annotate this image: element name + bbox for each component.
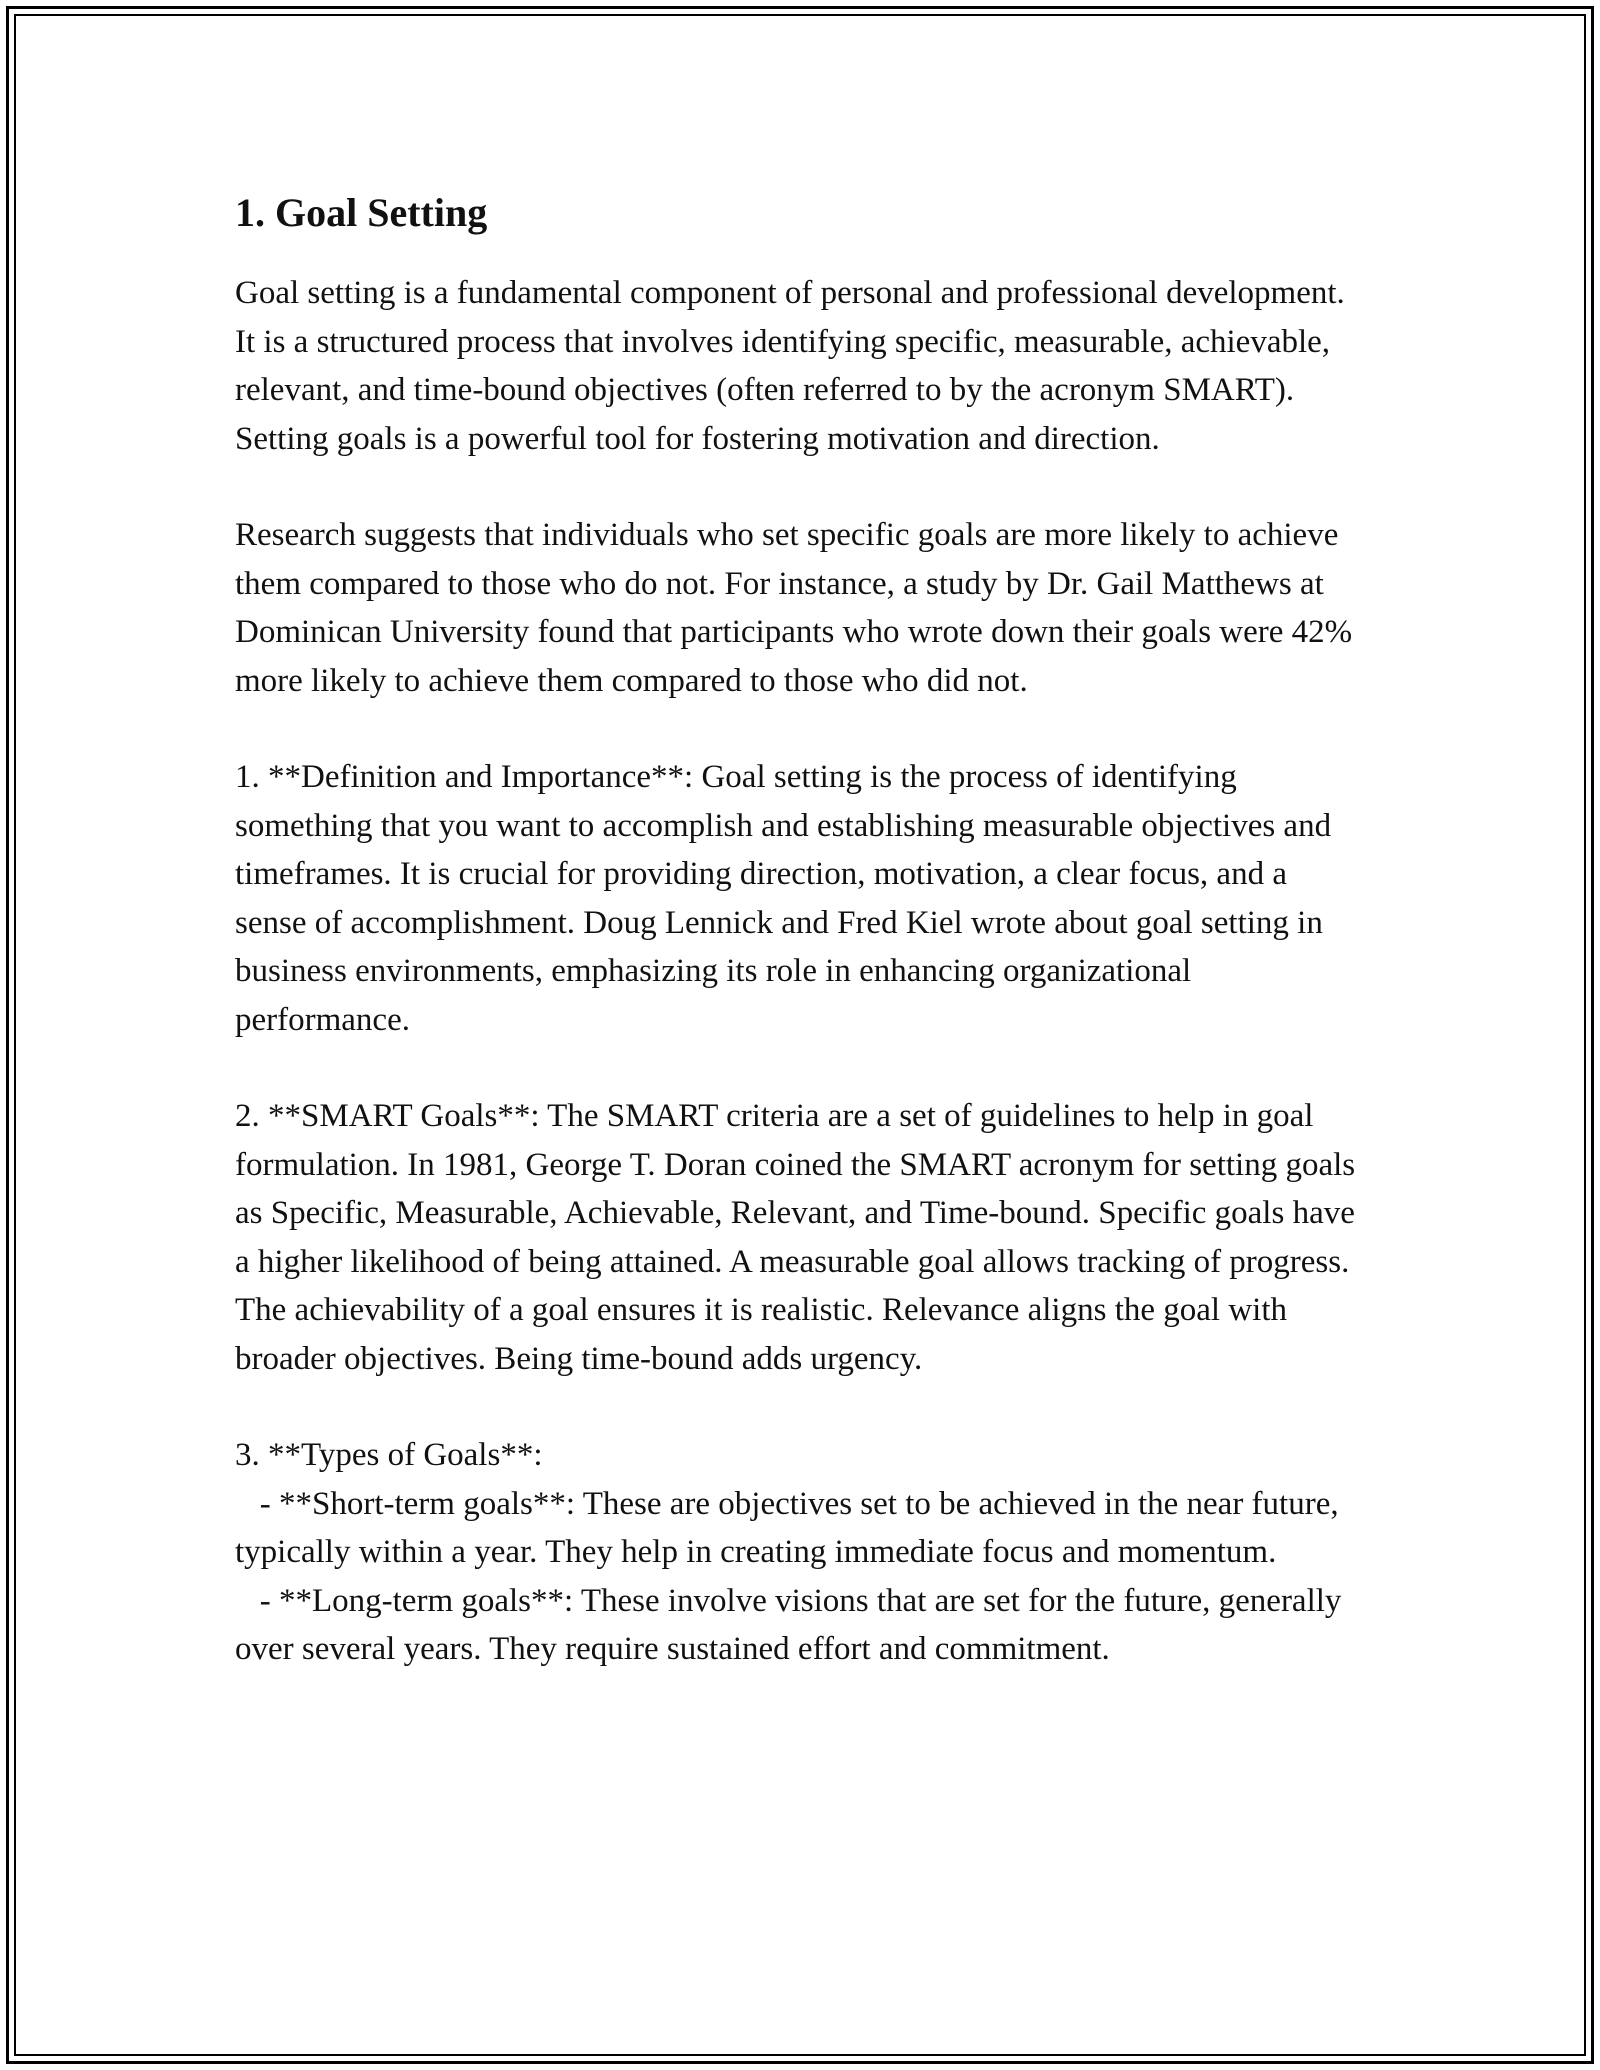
paragraph-definition: 1. **Definition and Importance**: Goal setting is the process of identifying something that you want to accomplish and establishing measurable objectives and timeframes. It is crucial for providing direction, motivation, a clear focus, and a sense of accomplishment. Doug Lennick and Fred Kiel wrote about goal setting in business environments, emphasizing its role in enhancing organizational performance.: [235, 759, 1340, 1038]
section-heading: 1. Goal Setting: [235, 190, 488, 235]
paragraph-research: Research suggests that individuals who set specific goals are more likely to achieve them compared to those who do not. For instance, a study by Dr. Gail Matthews at Dominican University found that participants who wrote down their goals were 42% more likely to achieve them compared to those who did not.: [235, 517, 1361, 699]
document-body: [235, 185, 1365, 1674]
paragraph-types-of-goals: 3. **Types of Goals**: - **Short-term goals**: These are objectives set to be achieved in the near future, typically within a year. They help in creating immediate focus and momentum. - **Long-term goals**: These involve visions that are set for the future, generally over several years. They require sustained effort and commitment.: [235, 1437, 1342, 1667]
paragraph-intro: Goal setting is a fundamental component of personal and professional development. It is a structured process that involves identifying specific, measurable, achievable, relevant, and time-bound objectives (often referred to by the acronym SMART). Setting goals is a powerful tool for fostering motivation and direction.: [235, 275, 1354, 457]
paragraph-smart-goals: 2. **SMART Goals**: The SMART criteria are a set of guidelines to help in goal formulation. In 1981, George T. Doran coined the SMART acronym for setting goals as Specific, Measurable, Achievable, Relevant, and Time-bound. Specific goals have a higher likelihood of being attained. A measurable goal allows tracking of progress. The achievability of a goal ensures it is realistic. Relevance aligns the goal with broader objectives. Being time-bound adds urgency.: [235, 1098, 1364, 1377]
